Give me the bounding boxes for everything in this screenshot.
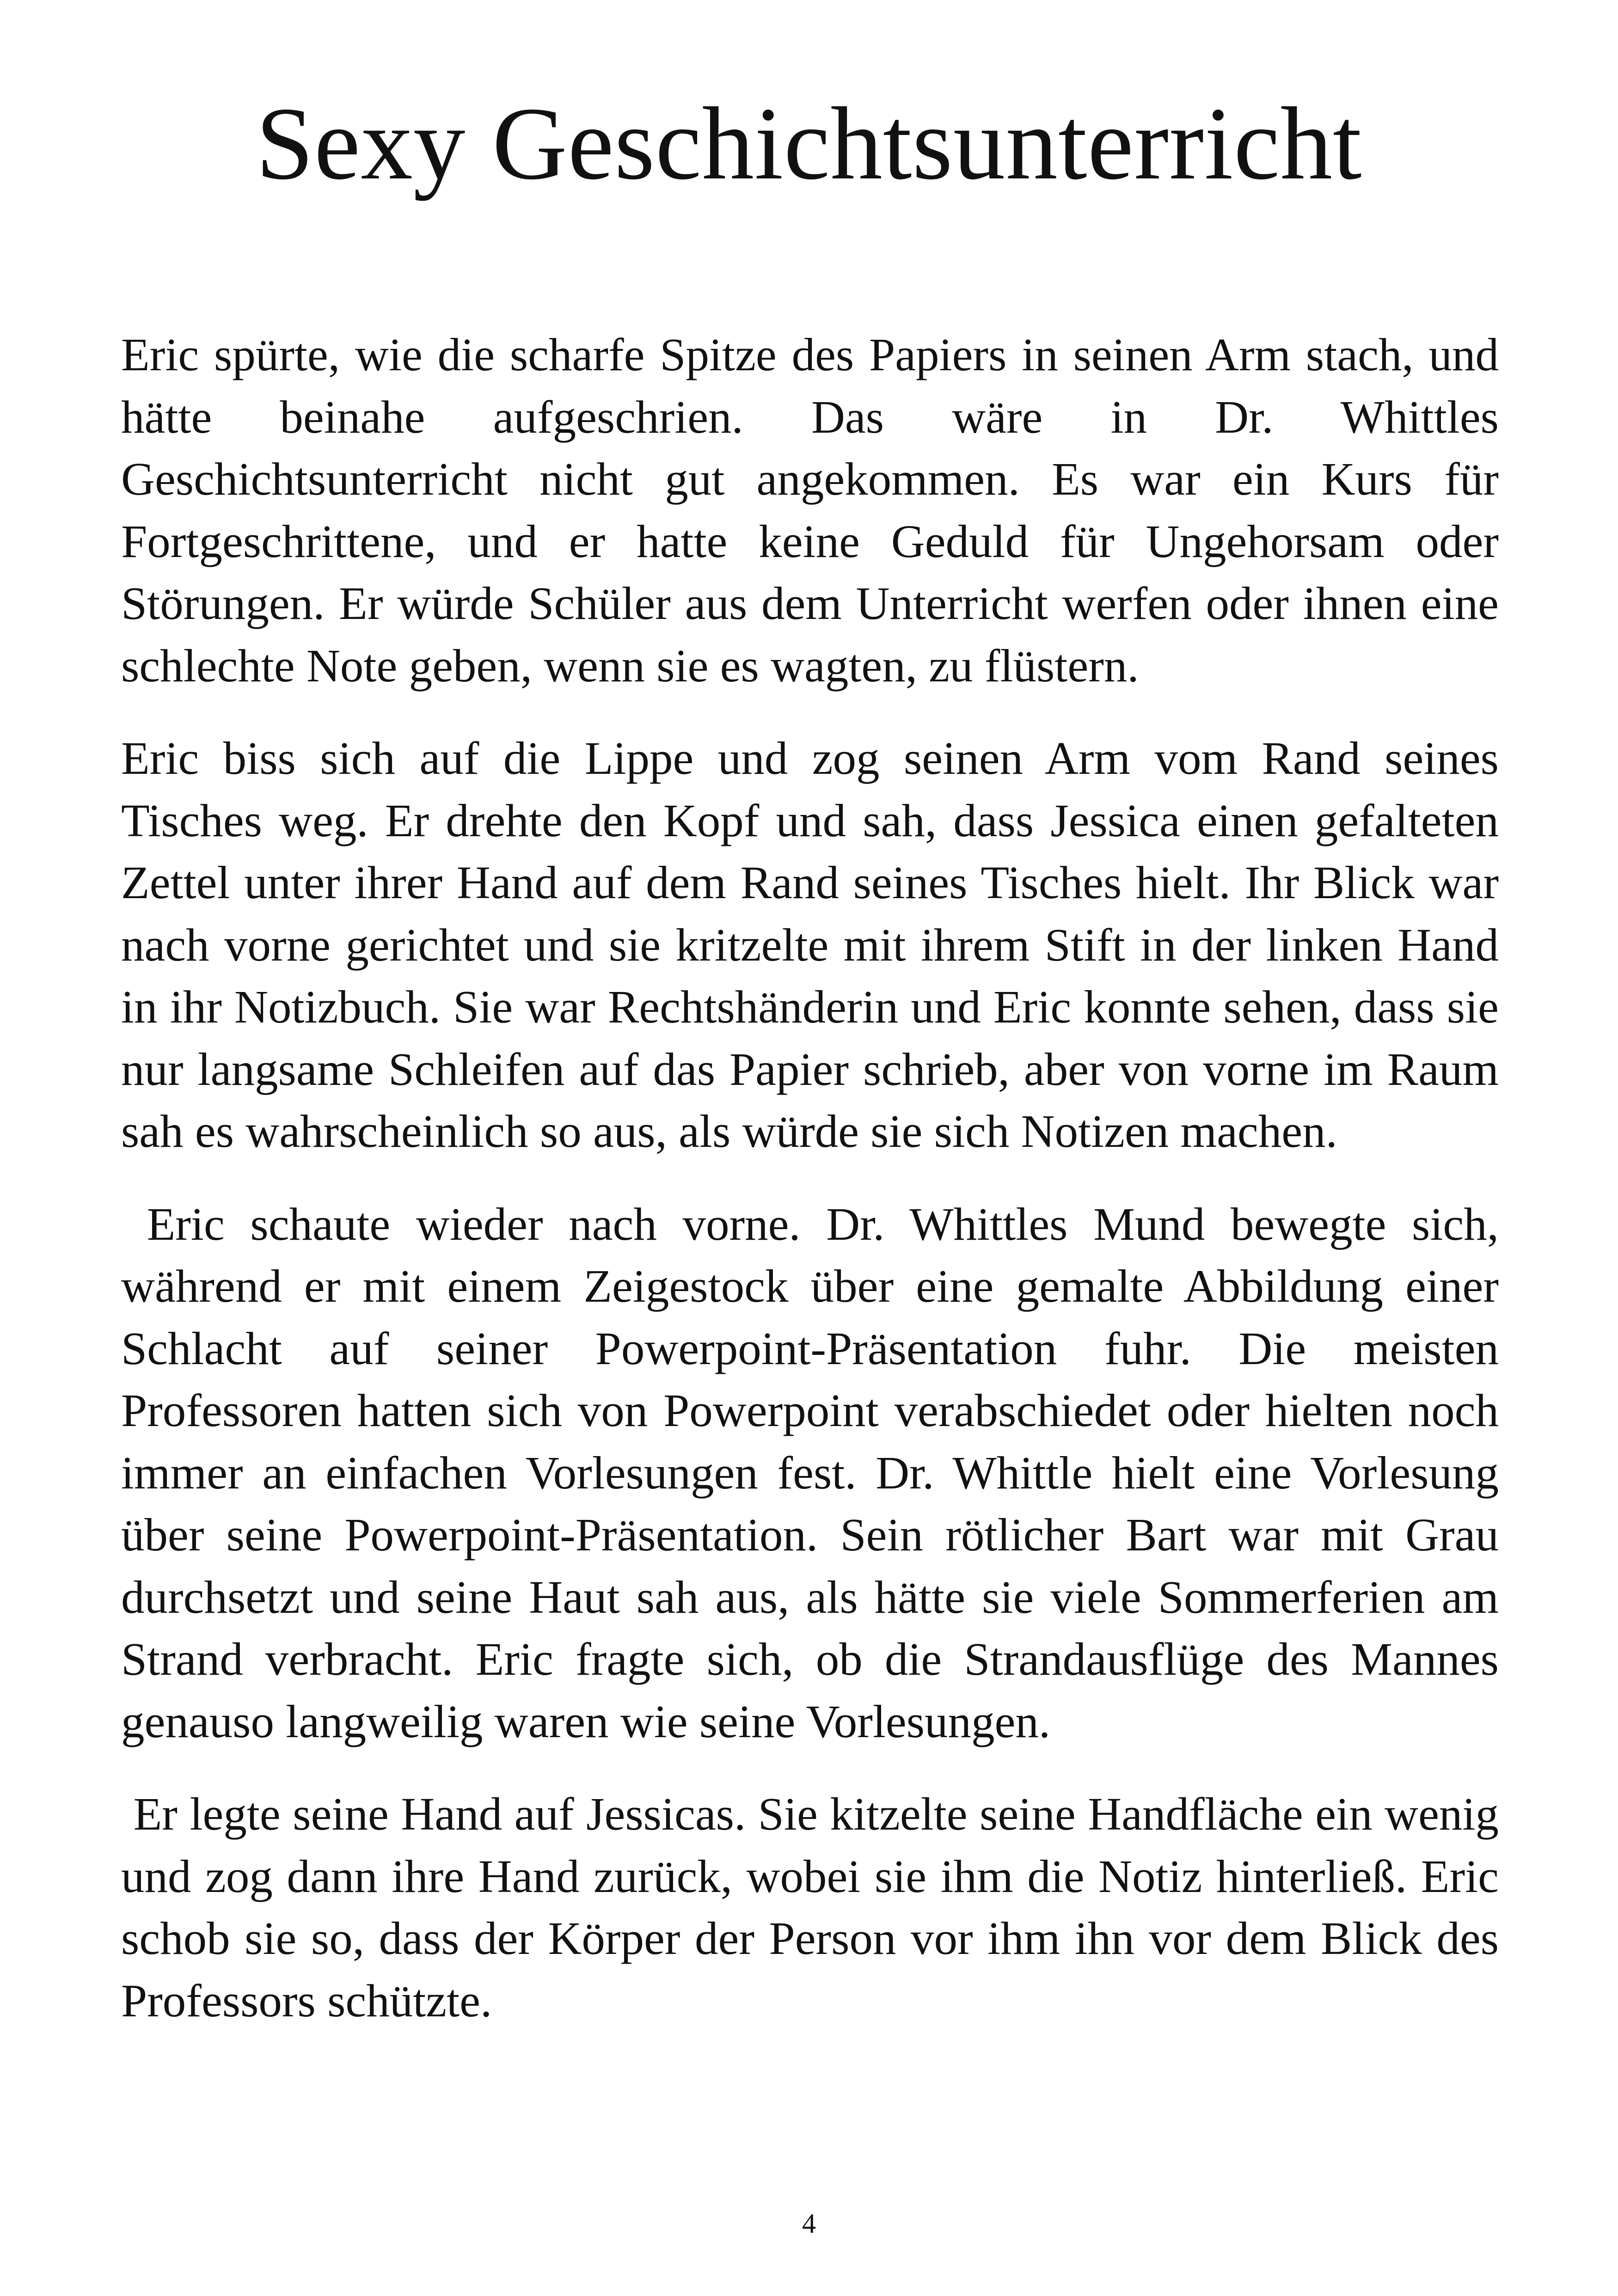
paragraph-4: Er legte seine Hand auf Jessicas. Sie kitzelte seine Handfläche ein wenig und zog dann ihre Hand zurück, wobei sie ihm die Notiz hinterließ. Eric schob sie so, dass der Körper der Person vor ihm ihn vor dem Blick des Professors schützte.	[121, 1788, 1511, 2027]
page-title: Sexy Geschichtsunterricht	[256, 86, 1362, 201]
page-number: 4	[802, 2208, 816, 2239]
paragraph-1: Eric spürte, wie die scharfe Spitze des Papiers in seinen Arm stach, und hätte beinahe aufgeschrien. Das wäre in Dr. Whittles Geschichtsunterricht nicht gut angekommen. Es war ein Kurs für Fortgeschrittene, und er hatte keine Geduld für Ungehorsam oder Störungen. Er würde Schüler aus dem Unterricht werfen oder ihnen eine schlechte Note geben, wenn sie es wagten, zu flüstern.	[121, 329, 1499, 692]
paragraph-2: Eric biss sich auf die Lippe und zog seinen Arm vom Rand seines Tisches weg. Er drehte den Kopf und sah, dass Jessica einen gefalteten Zettel unter ihrer Hand auf dem Rand seines Tisches hielt. Ihr Blick war nach vorne gerichtet und sie kritzelte mit ihrem Stift in der linken Hand in ihr Notizbuch. Sie war Rechtshänderin und Eric konnte sehen, dass sie nur langsame Schleifen auf das Papier schrieb, aber von vorne im Raum sah es wahrscheinlich so aus, als würde sie sich Notizen machen.	[121, 732, 1499, 1157]
body-text	[121, 324, 1511, 2062]
paragraph-3: Eric schaute wieder nach vorne. Dr. Whittles Mund bewegte sich, während er mit einem Zeigestock über eine gemalte Abbildung einer Schlacht auf seiner Powerpoint-Präsentation fuhr. Die meisten Professoren hatten sich von Powerpoint verabschiedet oder hielten noch immer an einfachen Vorlesungen fest. Dr. Whittle hielt eine Vorlesung über seine Powerpoint-Präsentation. Sein rötlicher Bart war mit Grau durchsetzt und seine Haut sah aus, als hätte sie viele Sommerferien am Strand verbracht. Eric fragte sich, ob die Strandausflüge des Mannes genauso langweilig waren wie seine Vorlesungen.	[121, 1198, 1511, 1747]
